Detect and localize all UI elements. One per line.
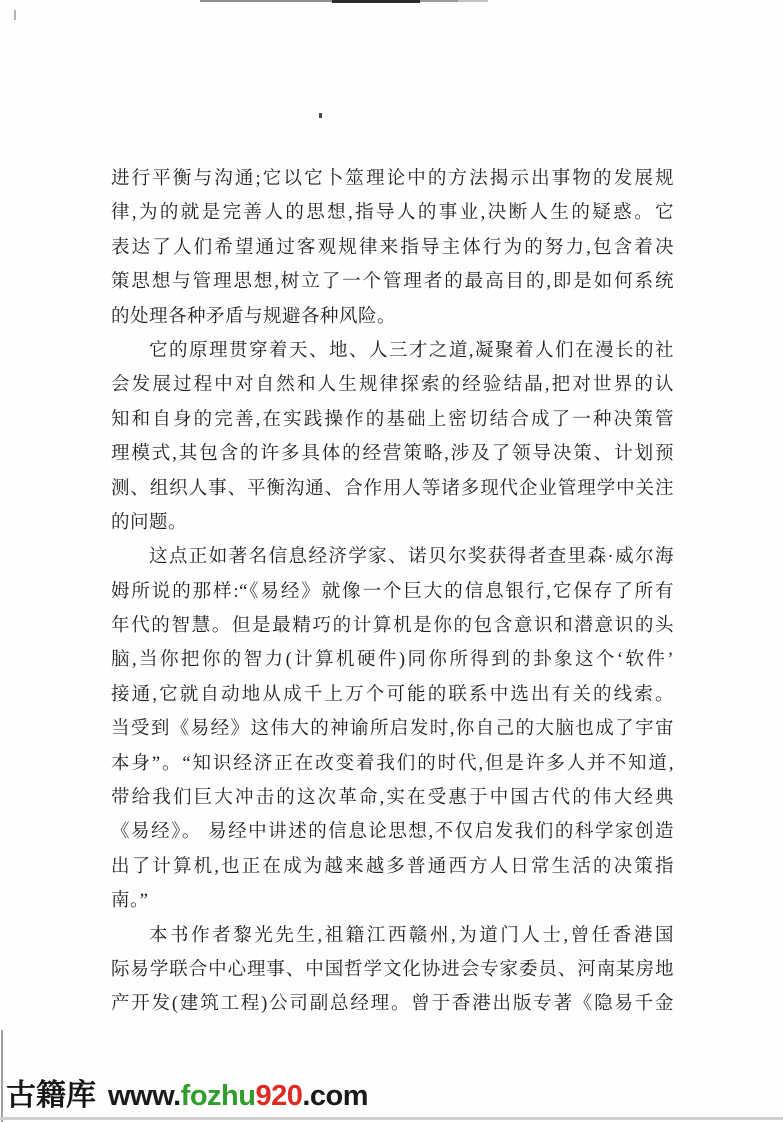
text-line: 产开发(建筑工程)公司副总经理。曾于香港出版专著《隐易千金	[111, 994, 674, 1015]
watermark-url-segment: 920	[255, 1080, 303, 1112]
watermark-library-label: 古籍库	[6, 1079, 96, 1112]
text-line: 当受到《易经》这伟大的神谕所启发时,你自己的大脑也成了宇宙	[111, 719, 674, 740]
text-line: 脑,当你把你的智力(计算机硬件)同你所得到的卦象这个‘软件’	[111, 650, 674, 671]
text-line: 表达了人们希望通过客观规律来指导主体行为的努力,包含着决	[111, 237, 674, 258]
scan-edge-line-vertical	[1, 1030, 3, 1122]
text-line: 测、组织人事、平衡沟通、合作用人等诸多现代企业管理学中关注	[111, 478, 674, 499]
scan-artifact-top	[332, 0, 420, 3]
watermark-url-segment: www.	[108, 1080, 181, 1112]
text-line: 际易学联合中心理事、中国哲学文化协进会专家委员、河南某房地	[111, 959, 674, 980]
scan-speck	[14, 10, 16, 20]
text-line: 南。”	[111, 891, 149, 912]
text-line: 接通,它就自动地从成千上万个可能的联系中选出有关的线索。	[111, 684, 674, 705]
text-line: 会发展过程中对自然和人生规律探索的经验结晶,把对世界的认	[111, 375, 674, 396]
watermark-url-segment: fozhu	[180, 1080, 256, 1112]
body-text	[111, 162, 674, 1022]
text-line: 的处理各种矛盾与规避各种风险。	[111, 306, 397, 327]
scan-artifact-top	[200, 0, 332, 2]
watermark-url	[108, 1080, 368, 1113]
text-line: 这点正如著名信息经济学家、诺贝尔奖获得者查里森·威尔海	[149, 547, 674, 568]
watermark-url-segment: .com	[302, 1080, 369, 1112]
text-line: 知和自身的完善,在实践操作的基础上密切结合成了一种决策管	[111, 409, 674, 430]
text-line: 本书作者黎光先生,祖籍江西赣州,为道门人士,曾任香港国	[149, 925, 674, 946]
scan-speck	[319, 113, 322, 118]
text-line: 它的原理贯穿着天、地、人三才之道,凝聚着人们在漫长的社	[149, 340, 674, 361]
text-line: 《易经》。 易经中讲述的信息论思想,不仅启发我们的科学家创造	[111, 822, 674, 843]
scan-artifact-top	[458, 0, 488, 2]
text-line: 策思想与管理思想,树立了一个管理者的最高目的,即是如何系统	[111, 272, 674, 293]
text-line: 出了计算机,也正在成为越来越多普通西方人日常生活的决策指	[111, 856, 674, 877]
text-line: 的问题。	[111, 512, 188, 533]
text-line: 进行平衡与沟通;它以它卜筮理论中的方法揭示出事物的发展规	[111, 169, 674, 189]
scan-artifact-top	[420, 0, 458, 2]
text-line: 理模式,其包含的许多具体的经营策略,涉及了领导决策、计划预	[111, 444, 674, 465]
text-line: 律,为的就是完善人的思想,指导人的事业,决断人生的疑惑。它	[111, 203, 674, 224]
text-line: 带给我们巨大冲击的这次革命,实在受惠于中国古代的伟大经典	[111, 788, 674, 809]
watermark	[6, 1070, 368, 1114]
text-line: 年代的智慧。但是最精巧的计算机是你的包含意识和潜意识的头	[111, 616, 674, 637]
scan-edge-line-bottom	[0, 1117, 783, 1120]
text-line: 姆所说的那样:“《易经》就像一个巨大的信息银行,它保存了所有	[111, 581, 674, 602]
text-line: 本身”。“知识经济正在改变着我们的时代,但是许多人并不知道,	[111, 753, 674, 774]
